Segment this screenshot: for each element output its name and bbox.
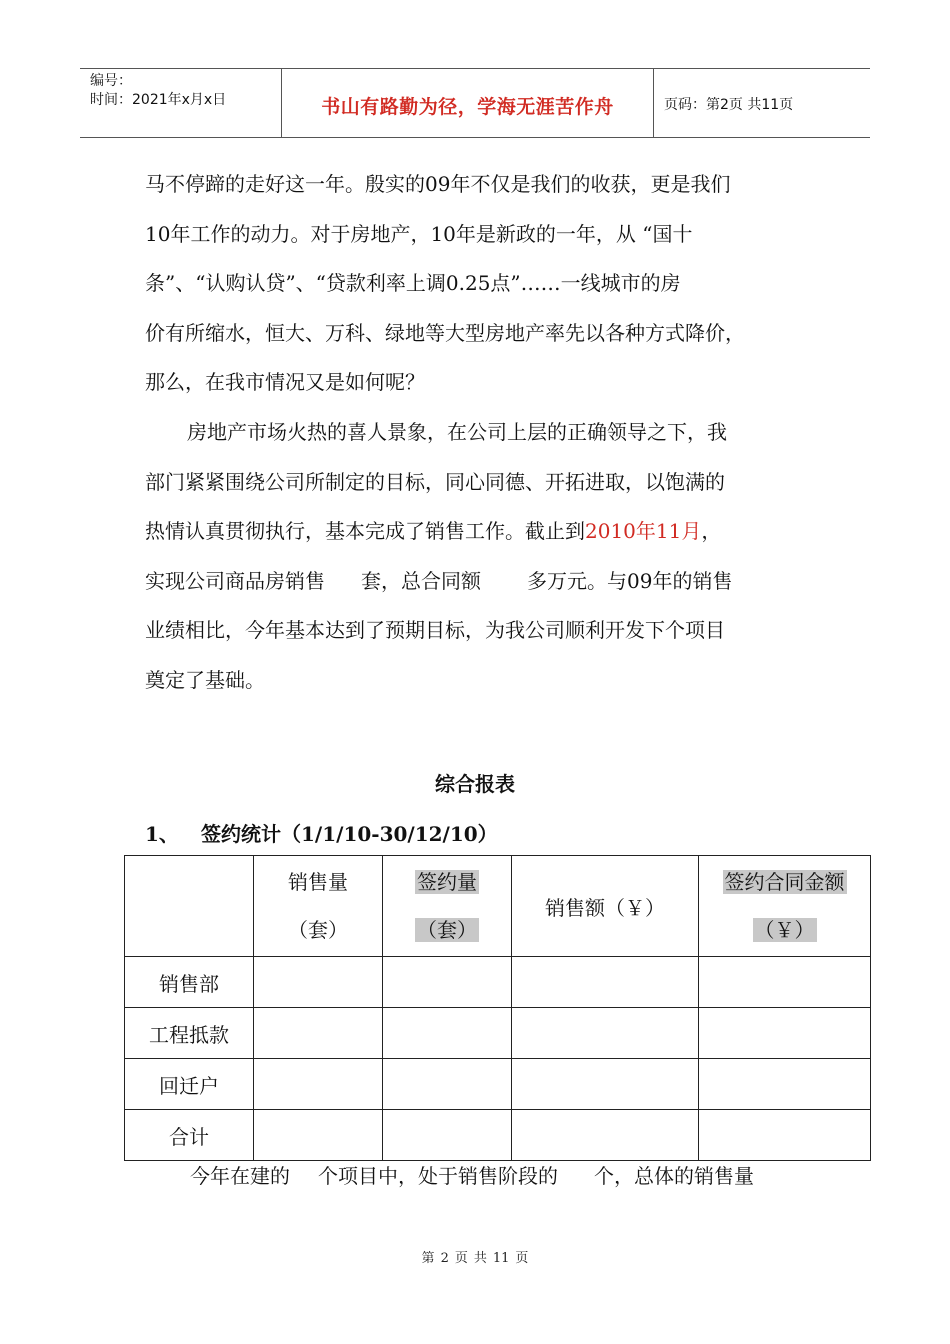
- closing-line: [190, 1160, 754, 1189]
- header-motto: 书山有路勤为径，学海无涯苦作舟: [282, 69, 654, 137]
- highlighted-text: （￥）: [754, 918, 815, 942]
- table-row: [125, 1008, 871, 1059]
- highlighted-text: （套）: [417, 918, 477, 942]
- table-header-cell: 销售额（￥）: [512, 856, 699, 957]
- table-row: [125, 1110, 871, 1161]
- table-cell: [512, 1110, 699, 1161]
- table-header-cell: 销售量 （套）: [254, 856, 383, 957]
- text-segment: 多万元。与09年的销售: [527, 568, 733, 593]
- paragraph-line: 价有所缩水，恒大、万科、绿地等大型房地产率先以各种方式降价，: [145, 320, 745, 345]
- text-segment: 个，总体的销售量: [594, 1164, 754, 1188]
- text-segment: 热情认真贯彻执行，基本完成了销售工作。截止到: [145, 519, 585, 543]
- paragraph-line: 那么，在我市情况又是如何呢？: [145, 370, 425, 394]
- paragraph-2: [145, 408, 810, 705]
- table-cell: [512, 1008, 699, 1059]
- paragraph-line: 房地产市场火热的喜人景象，在公司上层的正确领导之下，我: [187, 420, 727, 444]
- paragraph-line: 10年工作的动力。对于房地产，10年是新政的一年，从 “国十: [145, 221, 693, 246]
- highlight-date: 2010年11月: [585, 519, 702, 543]
- serial-label: 编号：: [90, 73, 132, 89]
- paragraph-line: 部门紧紧围绕公司所制定的目标，同心同德、开拓进取，以饱满的: [145, 469, 725, 494]
- table-header-row: [125, 856, 871, 957]
- table-header-cell: [699, 856, 871, 957]
- table-row: [125, 957, 871, 1008]
- table-row: [125, 1059, 871, 1110]
- table-cell: [383, 1008, 512, 1059]
- total-pages: 11: [492, 1251, 510, 1266]
- highlighted-text: 签约量: [417, 870, 477, 894]
- paragraph-line: 业绩相比，今年基本达到了预期目标，为我公司顺利开发下个项目: [145, 618, 725, 642]
- table-cell: [699, 957, 871, 1008]
- table-cell: [512, 1059, 699, 1110]
- table-header-cell: [125, 856, 254, 957]
- current-page-number: 2: [440, 1251, 449, 1266]
- subsection-number: 1、: [145, 822, 179, 846]
- text-segment: 今年在建的: [190, 1164, 290, 1188]
- table-cell: [699, 1059, 871, 1110]
- header-page-info: 页码：第2页 共11页: [664, 97, 794, 113]
- table-cell: [383, 1059, 512, 1110]
- paragraph-line: 马不停蹄的走好这一年。殷实的09年不仅是我们的收获，更是我们: [145, 172, 731, 196]
- paragraph-line: 条”、“认购认贷”、“贷款利率上调0.25点”……一线城市的房: [145, 271, 681, 295]
- page-header: [80, 68, 870, 138]
- text-segment: 实现公司商品房销售: [145, 568, 325, 593]
- text-segment: 套，总合同额: [361, 568, 481, 593]
- table-cell: [254, 1008, 383, 1059]
- table-header-cell: [383, 856, 512, 957]
- header-meta: [80, 69, 282, 137]
- paragraph-1: [145, 160, 810, 408]
- text-segment: ，: [701, 519, 722, 543]
- time-label: 时间：2021年x月x日: [90, 92, 227, 108]
- subsection-text: 签约统计（1/1/10-30/12/10）: [201, 822, 498, 846]
- table-cell: [254, 957, 383, 1008]
- table-cell: [254, 1110, 383, 1161]
- table-cell: [383, 957, 512, 1008]
- subsection-title: [145, 818, 498, 847]
- table-cell: [254, 1059, 383, 1110]
- row-label: 回迁户: [125, 1059, 254, 1110]
- table-cell: [383, 1110, 512, 1161]
- highlighted-text: 签约合同金额: [724, 870, 845, 894]
- page-footer: 第 2 页 共 11 页: [421, 1251, 529, 1266]
- text-segment: 个项目中，处于销售阶段的: [318, 1164, 558, 1188]
- table-cell: [512, 957, 699, 1008]
- row-label: 销售部: [125, 957, 254, 1008]
- row-label: 合计: [125, 1110, 254, 1161]
- section-title: 综合报表: [435, 772, 515, 796]
- row-label: 工程抵款: [125, 1008, 254, 1059]
- paragraph-line: [145, 557, 810, 607]
- table-cell: [699, 1110, 871, 1161]
- paragraph-line: [145, 507, 810, 557]
- paragraph-line: 奠定了基础。: [145, 667, 265, 692]
- table-cell: [699, 1008, 871, 1059]
- signing-stats-table: [124, 855, 871, 1161]
